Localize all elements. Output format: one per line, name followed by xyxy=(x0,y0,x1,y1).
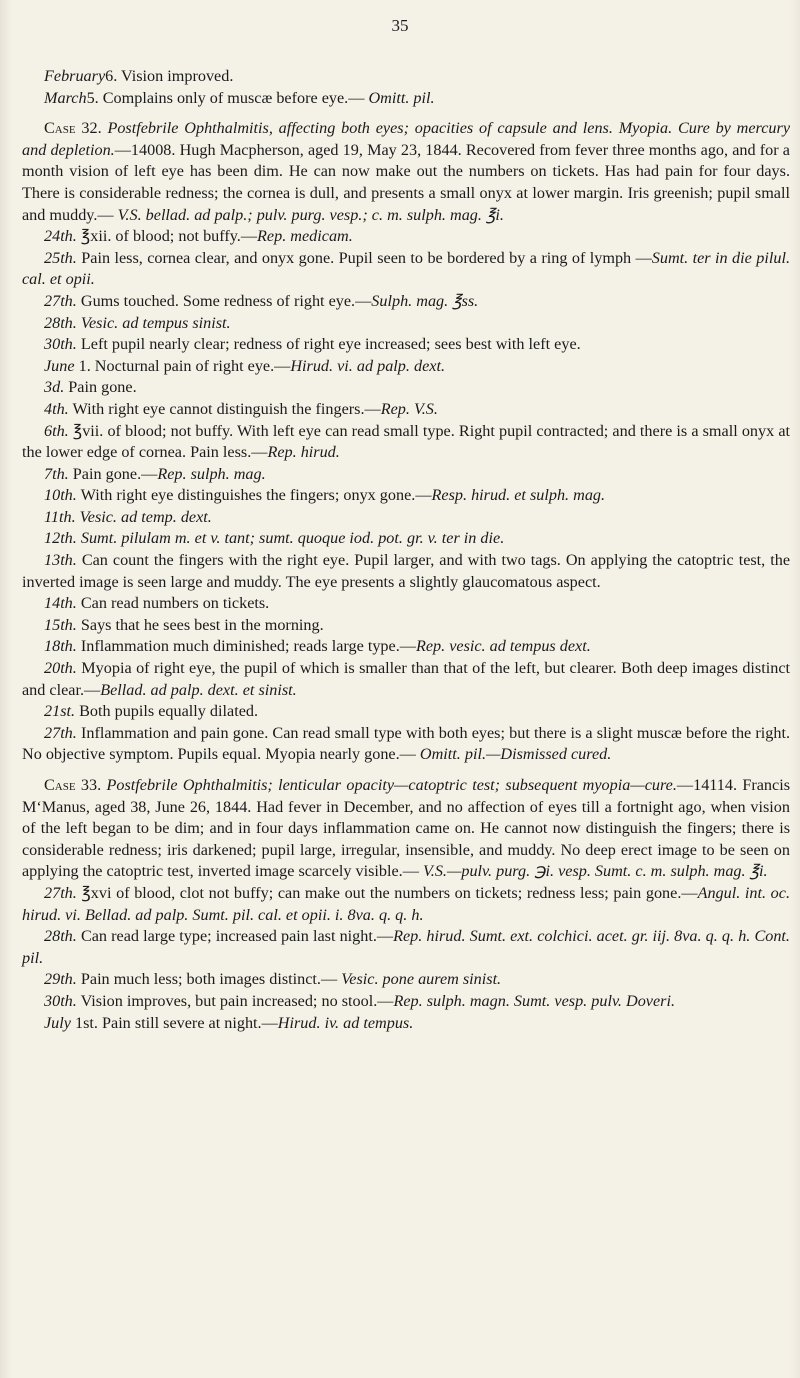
text-paragraph xyxy=(22,464,790,486)
italic-text: 27th. xyxy=(44,723,77,742)
italic-text: 4th. xyxy=(44,399,69,418)
text: —14008. Hugh Macpherson, aged 19, May 23, 1844. Recovered from fever three months ago, and for a month vision of left eye has been dim. He can now make out the numbers on tickets. Has had pain for four days. There is considerable redness; the cornea is dull, and presents a small onyx at lower margin. Iris greenish; pupil small and muddy.— xyxy=(22,140,790,224)
text-paragraph xyxy=(22,701,790,723)
case-heading-paragraph xyxy=(22,118,790,226)
text: —14114. Francis M‘Manus, aged 38, June 26, 1844. Had fever in December, and no affection of eyes till a fortnight ago, when vision of the left began to be dim; and in four days inflammation came on. He cannot now distinguish the fingers; there is considerable redness; iris darkened; pupil large, irregular, insensible, and muddy. No deep erect image to be seen on applying the catoptric test, inverted image scarcely visible.— xyxy=(22,776,791,881)
text: 32. xyxy=(75,119,108,138)
text-paragraph xyxy=(22,507,790,529)
text: Pain gone. xyxy=(64,378,137,397)
text-paragraph xyxy=(22,926,790,969)
text: Pain much less; both images distinct.— xyxy=(76,970,342,989)
text-paragraph xyxy=(22,421,790,464)
text-paragraph xyxy=(22,248,790,291)
italic-text: Rep. vesic. ad tempus dext. xyxy=(415,637,591,656)
text: Vision improves, but pain increased; no stool.— xyxy=(76,991,394,1010)
italic-text: 18th. xyxy=(44,637,77,656)
italic-text: June xyxy=(44,356,75,375)
italic-text: 7th. xyxy=(44,464,69,483)
text-paragraph xyxy=(22,1013,790,1035)
italic-text: Rep. hirud. xyxy=(267,443,340,462)
small-caps-text: Case xyxy=(44,776,76,794)
text: 33. xyxy=(75,776,107,794)
text-paragraph xyxy=(22,550,790,593)
text: ℥xvi of blood, clot not buffy; can make out the numbers on tickets; redness less; pain gone.— xyxy=(76,883,698,902)
text: With right eye cannot distinguish the fingers.— xyxy=(68,399,381,418)
text-paragraph xyxy=(22,356,790,378)
text-paragraph xyxy=(22,334,790,356)
italic-text: 30th. xyxy=(44,335,77,354)
text: ℥vii. of blood; not buffy. With left eye can read small type. Right pupil contracted; and there is a small onyx at the lower edge of cornea. Pain less.— xyxy=(22,421,790,462)
text: Both pupils equally dilated. xyxy=(75,702,259,721)
italic-text: Rep. sulph. mag. xyxy=(157,464,266,483)
italic-text: Resp. hirud. et sulph. mag. xyxy=(431,486,606,505)
italic-text: 11th. Vesic. ad temp. dext. xyxy=(44,507,212,526)
italic-text: 10th. xyxy=(44,486,77,505)
text-paragraph xyxy=(22,291,790,313)
italic-text: Bellad. ad palp. dext. et sinist. xyxy=(100,680,297,699)
text-paragraph xyxy=(22,528,790,550)
text-paragraph xyxy=(22,485,790,507)
italic-text: March xyxy=(44,88,87,107)
text: Inflammation and pain gone. Can read small type with both eyes; but there is a slight muscæ before the right. No objective symptom. Pupils equal. Myopia nearly gone.— xyxy=(22,723,790,764)
italic-text: 30th. xyxy=(44,991,77,1010)
text-paragraph xyxy=(22,991,790,1013)
italic-text: 12th. Sumt. pilulam m. et v. tant; sumt. quoque iod. pot. gr. v. ter in die. xyxy=(44,529,505,548)
text-paragraph xyxy=(22,313,790,335)
text: Gums touched. Some redness of right eye.— xyxy=(76,291,372,310)
text: Can read large type; increased pain last night.— xyxy=(76,927,394,946)
italic-text: Rep. hirud. Sumt. ext. colchici. acet. gr. iij. 8va. q. q. h. Cont. pil. xyxy=(22,927,790,967)
italic-text: V.S.—pulv. purg. ℈i. vesp. Sumt. c. m. sulph. mag. ℥i. xyxy=(422,862,768,881)
text: Can read numbers on tickets. xyxy=(76,594,270,613)
text: Myopia of right eye, the pupil of which is smaller than that of the left, but clearer. Both deep images distinct and clear.— xyxy=(22,659,790,699)
case-heading-paragraph xyxy=(22,775,790,883)
text-paragraph xyxy=(22,399,790,421)
italic-text: Omitt. pil.—Dismissed cured. xyxy=(419,745,612,764)
italic-text: Rep. sulph. magn. Sumt. vesp. pulv. Doveri. xyxy=(393,991,676,1010)
text-paragraph xyxy=(22,636,790,658)
text: 5. Complains only of muscæ before eye.— xyxy=(86,88,369,107)
text-paragraph xyxy=(22,723,790,766)
italic-text: 21st. xyxy=(44,702,76,721)
text: 1. Nocturnal pain of right eye.— xyxy=(74,356,291,375)
italic-text: 20th. xyxy=(44,659,77,678)
text-paragraph xyxy=(22,883,790,926)
text-paragraph xyxy=(22,88,790,110)
italic-text: Hirud. iv. ad tempus. xyxy=(277,1013,414,1032)
italic-text: 6th. xyxy=(44,421,69,440)
page-number: 35 xyxy=(391,16,409,35)
text: Inflammation much diminished; reads large type.— xyxy=(76,637,416,656)
text-paragraph xyxy=(22,226,790,248)
italic-text: Postfebrile Ophthalmitis; lenticular opacity—catoptric test; subsequent myopia—cure. xyxy=(106,776,677,794)
italic-text: Rep. medicam. xyxy=(257,227,353,246)
text: Says that he sees best in the morning. xyxy=(76,615,324,634)
italic-text: Omitt. pil. xyxy=(368,88,435,107)
italic-text: Vesic. pone aurem sinist. xyxy=(341,970,502,989)
text: Pain gone.— xyxy=(68,464,158,483)
italic-text: Hirud. vi. ad palp. dext. xyxy=(290,356,446,375)
text: 1st. Pain still severe at night.— xyxy=(70,1013,278,1032)
italic-text: 27th. xyxy=(44,883,77,902)
text-paragraph xyxy=(22,658,790,701)
small-caps-text: Case xyxy=(44,119,76,138)
italic-text: Rep. V.S. xyxy=(380,399,438,418)
italic-text: 3d. xyxy=(44,378,65,397)
text-paragraph xyxy=(22,969,790,991)
text-paragraph xyxy=(22,66,790,88)
italic-text: Postfebrile Ophthalmitis, affecting both eyes; opacities of capsule and lens. Myopia. Cure by mercury and depletion. xyxy=(22,119,790,159)
text-paragraph xyxy=(22,377,790,399)
text: Left pupil nearly clear; redness of right eye increased; sees best with left eye. xyxy=(76,335,581,354)
text: With right eye distinguishes the fingers; onyx gone.— xyxy=(76,486,432,505)
italic-text: 28th. Vesic. ad tempus sinist. xyxy=(44,313,231,332)
italic-text: Sumt. ter in die pilul. cal. et opii. xyxy=(22,248,790,289)
text: ℥xii. of blood; not buffy.— xyxy=(76,227,258,246)
italic-text: July xyxy=(44,1013,71,1032)
text: Can count the fingers with the right eye. Pupil larger, and with two tags. On applying the catoptric test, the inverted image is seen large and muddy. The eye presents a slightly glaucomatous aspect. xyxy=(22,551,790,591)
italic-text: 25th. xyxy=(44,248,77,267)
italic-text: Angul. int. oc. hirud. vi. Bellad. ad palp. Sumt. pil. cal. et opii. i. 8va. q. q. h. xyxy=(22,883,790,924)
italic-text: 14th. xyxy=(44,594,77,613)
italic-text: 29th. xyxy=(44,970,77,989)
italic-text: February xyxy=(44,67,106,85)
text-paragraph xyxy=(22,615,790,637)
italic-text: V.S. bellad. ad palp.; pulv. purg. vesp.; c. m. sulph. mag. ℥i. xyxy=(117,205,504,224)
italic-text: 13th. xyxy=(44,551,77,570)
italic-text: 15th. xyxy=(44,615,77,634)
text-paragraph xyxy=(22,593,790,615)
italic-text: 28th. xyxy=(44,927,77,946)
text: Pain less, cornea clear, and onyx gone. Pupil seen to be bordered by a ring of lymph — xyxy=(76,248,652,267)
italic-text: Sulph. mag. ℥ss. xyxy=(371,291,479,310)
page-body xyxy=(22,66,790,1034)
text: 6. Vision improved. xyxy=(105,67,234,85)
italic-text: 24th. xyxy=(44,227,77,246)
italic-text: 27th. xyxy=(44,291,77,310)
